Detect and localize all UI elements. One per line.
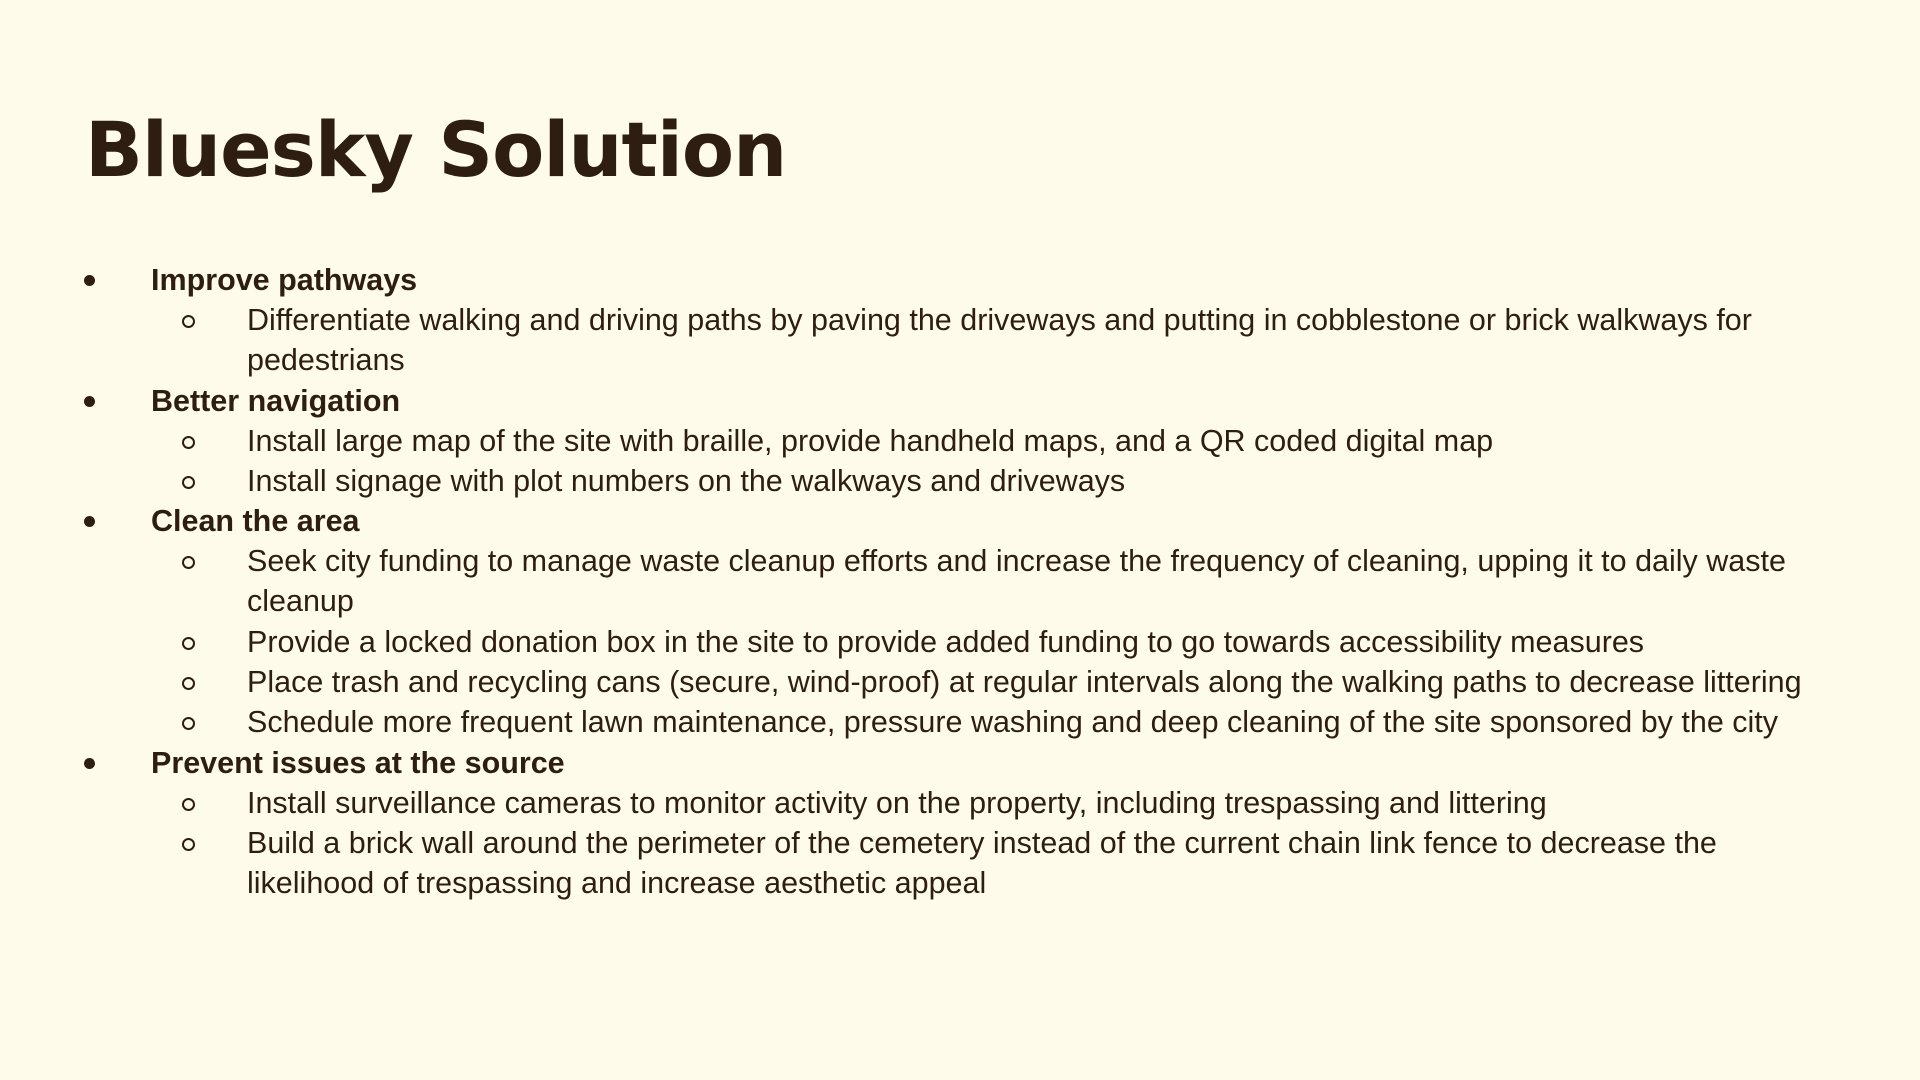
list-item xyxy=(0,823,1837,904)
bullet-dot-icon xyxy=(84,758,95,769)
bullet-dot-icon xyxy=(84,516,95,527)
list-item xyxy=(0,541,1837,622)
list-item-text: Install surveillance cameras to monitor activity on the property, including trespassing and littering xyxy=(247,785,1547,820)
list-item xyxy=(0,662,1837,702)
section-heading-text: Improve pathways xyxy=(151,263,418,297)
list-item-text: Differentiate walking and driving paths by paving the driveways and putting in cobblestone or brick walkways for pedestrians xyxy=(247,303,1752,378)
list-item xyxy=(0,300,1837,381)
section-heading-clean-the-area xyxy=(0,501,1920,541)
hollow-bullet-icon xyxy=(182,436,195,449)
section-heading-improve-pathways xyxy=(0,260,1920,300)
list-item-text: Install signage with plot numbers on the walkways and driveways xyxy=(247,463,1126,498)
section-heading-text: Clean the area xyxy=(151,504,360,539)
hollow-bullet-icon xyxy=(182,315,195,328)
list-item-text: Install large map of the site with braille, provide handheld maps, and a QR coded digital map xyxy=(247,423,1494,458)
bullet-list xyxy=(0,260,1920,904)
section-heading-text: Better navigation xyxy=(151,383,401,418)
hollow-bullet-icon xyxy=(182,717,195,730)
hollow-bullet-icon xyxy=(182,677,195,690)
hollow-bullet-icon xyxy=(182,838,195,851)
list-item xyxy=(0,783,1837,823)
list-item-text: Provide a locked donation box in the site to provide added funding to go towards accessibility measures xyxy=(247,624,1645,659)
slide-title: Bluesky Solution xyxy=(85,105,787,194)
section-heading-prevent-issues xyxy=(0,743,1920,783)
hollow-bullet-icon xyxy=(182,637,195,650)
list-item xyxy=(0,461,1837,501)
list-item-text: Schedule more frequent lawn maintenance, pressure washing and deep cleaning of the site sponsored by the city xyxy=(247,705,1779,740)
list-item-text: Build a brick wall around the perimeter of the cemetery instead of the current chain link fence to decrease the likelihood of trespassing and increase aesthetic appeal xyxy=(247,825,1717,901)
list-item-text: Place trash and recycling cans (secure, wind-proof) at regular intervals along the walking paths to decrease littering xyxy=(247,665,1802,700)
section-heading-better-navigation xyxy=(0,381,1920,421)
bullet-dot-icon xyxy=(84,275,95,286)
list-item xyxy=(0,702,1837,742)
hollow-bullet-icon xyxy=(182,556,195,569)
list-item xyxy=(0,421,1837,461)
hollow-bullet-icon xyxy=(182,798,195,811)
bullet-dot-icon xyxy=(84,396,95,407)
section-heading-text: Prevent issues at the source xyxy=(151,745,565,780)
list-item-text: Seek city funding to manage waste cleanup efforts and increase the frequency of cleaning, upping it to daily waste cleanup xyxy=(247,544,1786,619)
list-item xyxy=(0,622,1837,662)
hollow-bullet-icon xyxy=(182,476,195,489)
